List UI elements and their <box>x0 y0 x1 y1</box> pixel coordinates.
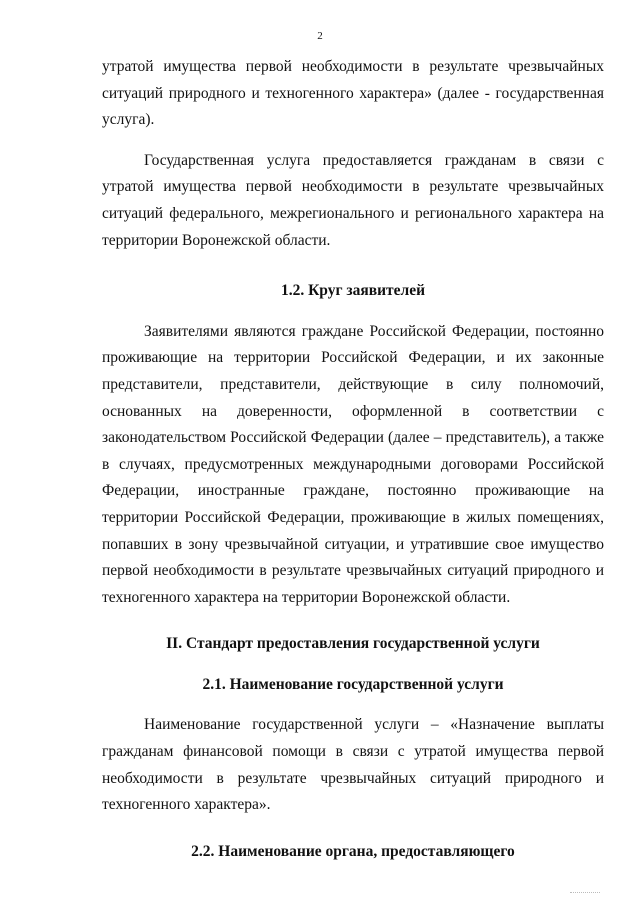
heading-applicants: 1.2. Круг заявителей <box>280 282 426 300</box>
paragraph-service-provision: Государственная услуга предоставляется гражданам в связи с утратой имущества первой необходимости в результате чрезвычайных ситуаций федерального, межрегионального и регионального характера на территории Воронежской области. <box>102 151 604 249</box>
heading-providing-body: 2.2. Наименование органа, предоставляющего <box>191 842 515 860</box>
paragraph-applicants: Заявителями являются граждане Российской Федерации, постоянно проживающие на территории Российской Федерации, и их законные представители, представители, действующие в силу полномочий, основанных на доверенности, оформленной в соответствии с законодательством Российской Федерации (далее – представитель), а также в случаях, предусмотренных международными договорами Российской Федерации, иностранные граждане, постоянно проживающие на территории Российской Федерации, проживающие в жилых помещениях, попавших в зону чрезвычайной ситуации, и утратившие свое имущество первой необходимости в результате чрезвычайных ситуаций природного и техногенного характера на территории Воронежской области. <box>102 322 604 606</box>
document-body <box>102 54 604 865</box>
heading-service-standard: II. Стандарт предоставления государственной услуги <box>166 635 540 653</box>
paragraph-service-name: Наименование государственной услуги – «Назначение выплаты гражданам финансовой помощи в связи с утратой имущества первой необходимости в результате чрезвычайных ситуаций природного и техногенного характера». <box>102 716 604 814</box>
scan-edge-mark <box>570 892 600 893</box>
paragraph-continuation: утратой имущества первой необходимости в результате чрезвычайных ситуаций природного и техногенного характера» (далее - государственная услуга). <box>102 58 604 129</box>
page-number: 2 <box>317 30 323 42</box>
heading-service-name: 2.1. Наименование государственной услуги <box>202 675 504 693</box>
